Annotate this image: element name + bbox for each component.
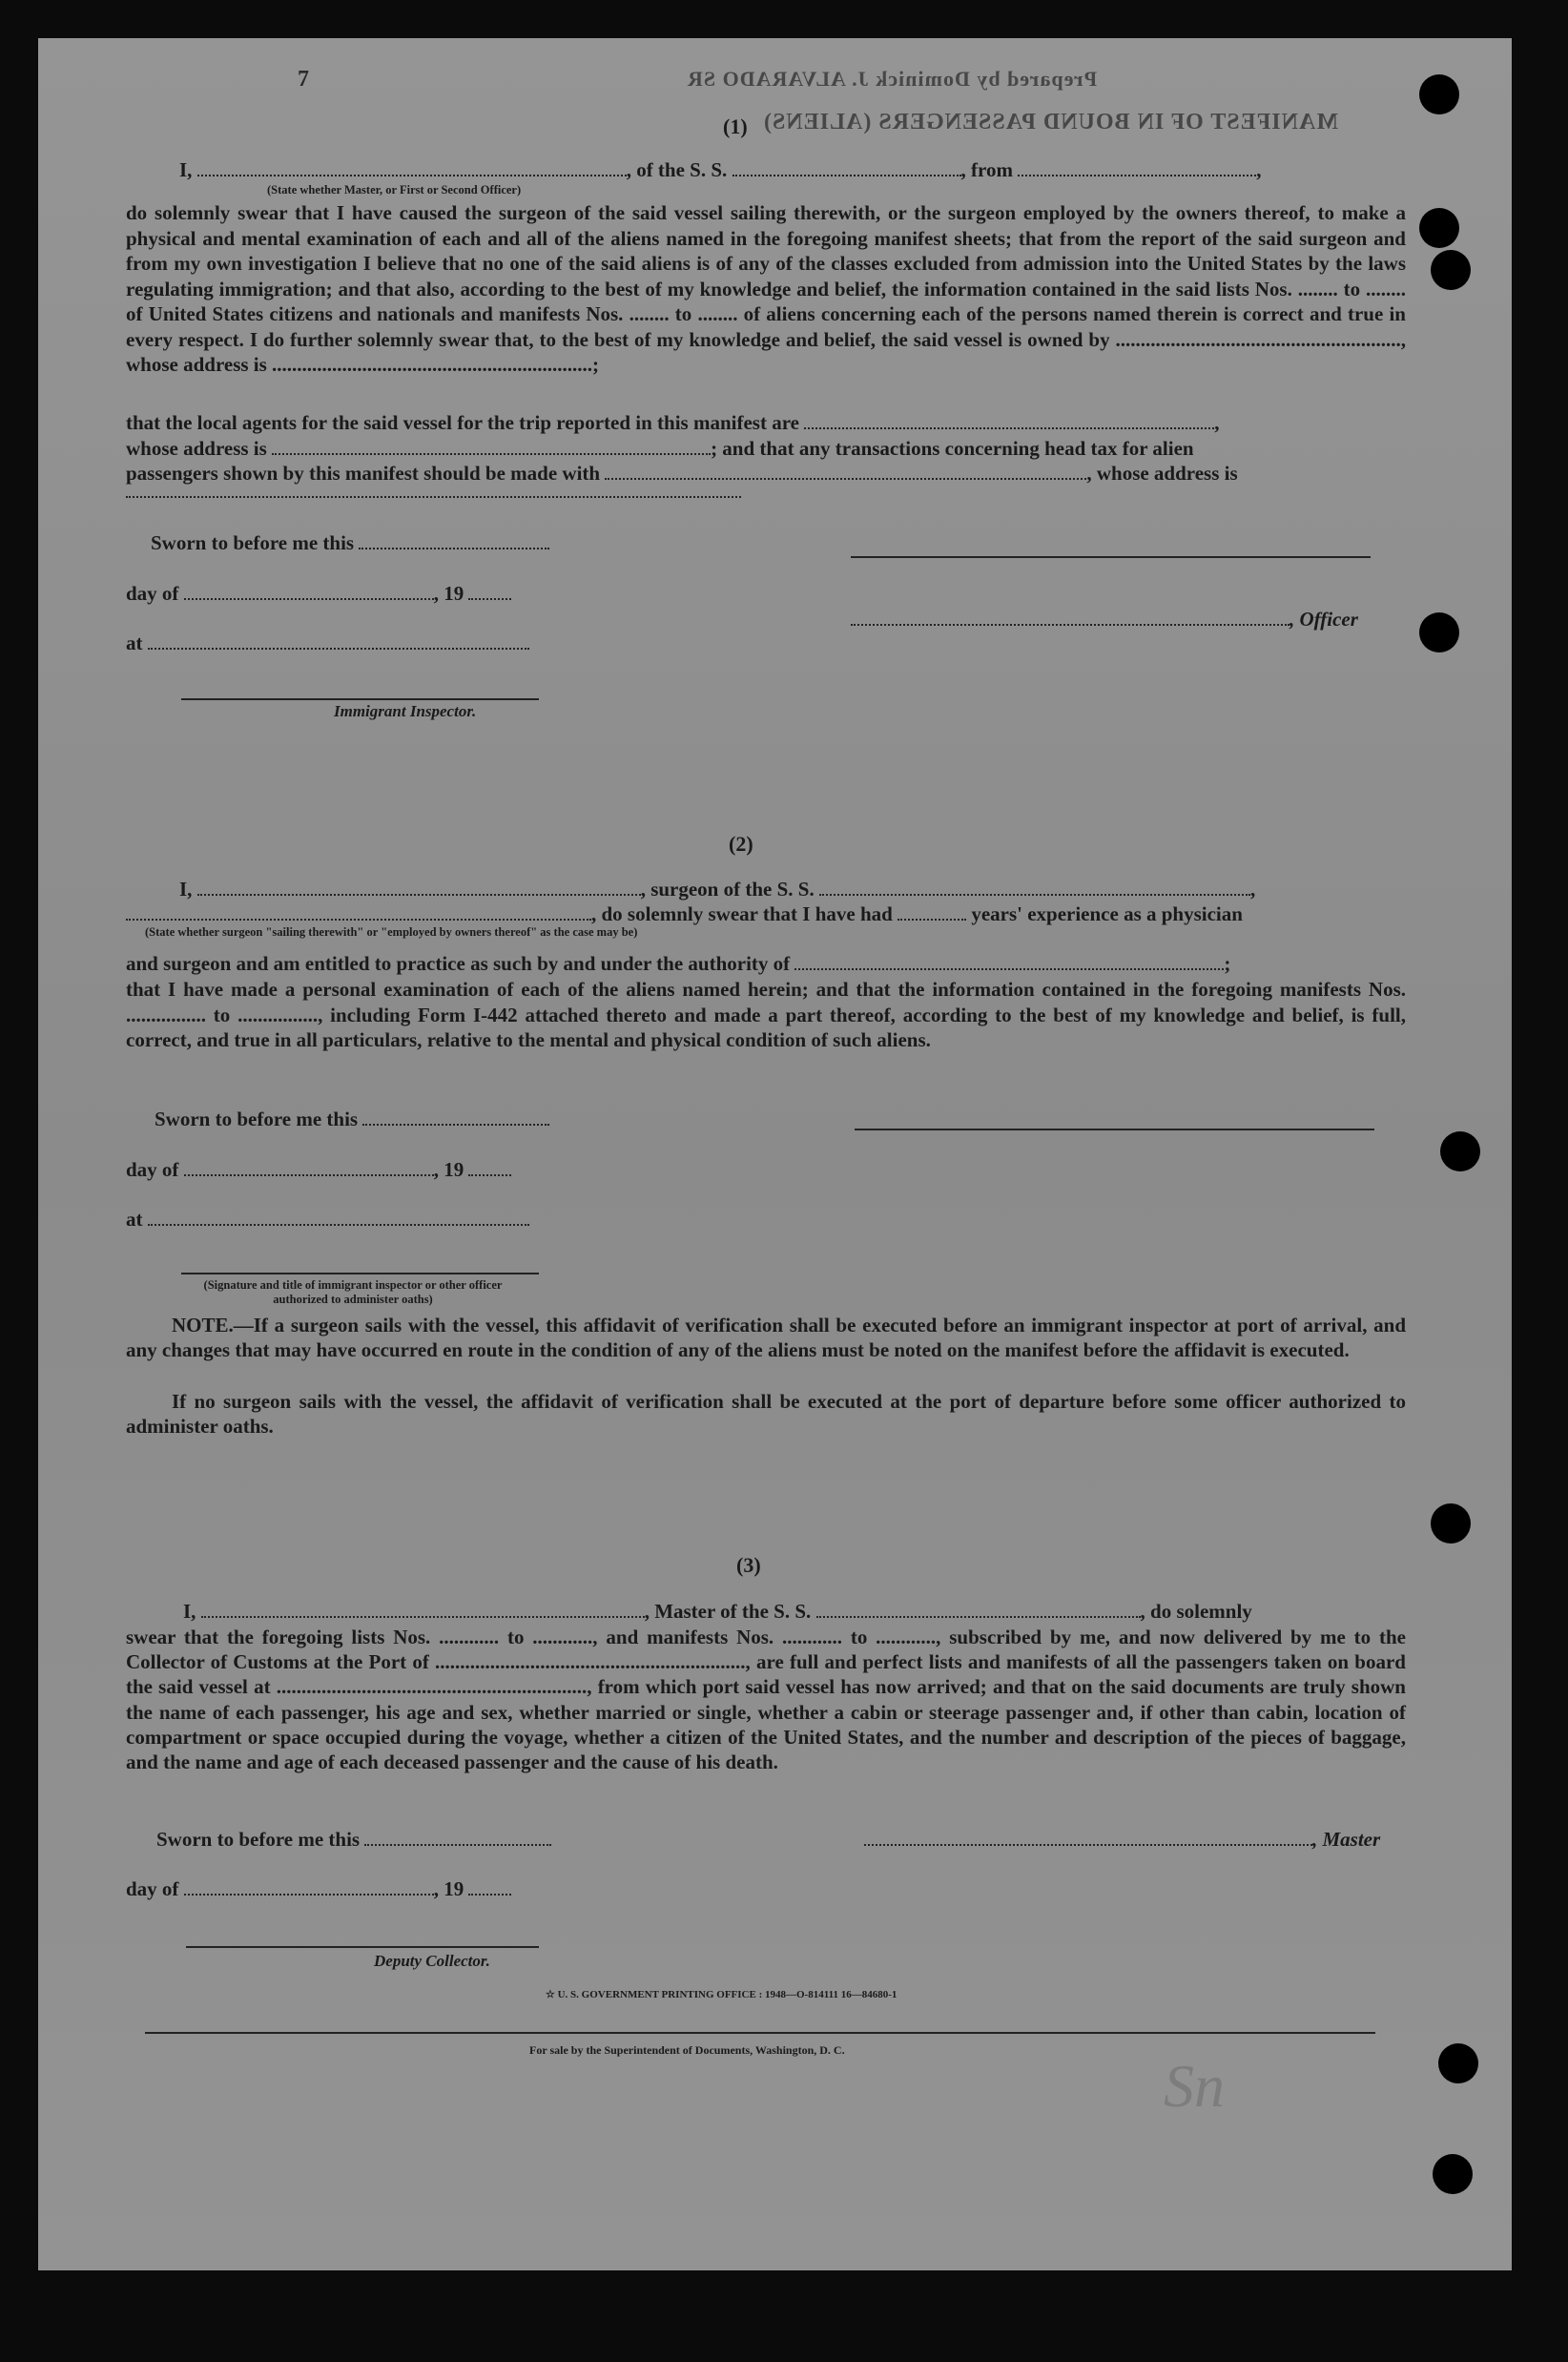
- punch-hole: [1419, 74, 1459, 114]
- punch-hole: [1433, 2154, 1473, 2194]
- mirrored-header-title: MANIFEST OF IN BOUND PASSENGERS (ALIENS): [763, 110, 1338, 135]
- page-number: 7: [298, 67, 309, 92]
- section-3-number: (3): [736, 1553, 761, 1577]
- day-field[interactable]: [184, 583, 434, 600]
- surgeon-status-field[interactable]: [126, 903, 591, 921]
- from-port-field[interactable]: [1018, 159, 1256, 176]
- vessel-name-field[interactable]: [732, 159, 961, 176]
- inspector-signature-line: [181, 698, 539, 700]
- master-vessel-field[interactable]: [816, 1601, 1141, 1618]
- punch-hole: [1419, 612, 1459, 653]
- officer-field[interactable]: [851, 609, 1289, 626]
- authority-field[interactable]: [794, 953, 1224, 970]
- section-2-line-2: , do solemnly swear that I have had years' experience as a physician: [126, 902, 1243, 926]
- sworn-row-3: Sworn to before me this: [156, 1828, 551, 1852]
- day-row-2: day of , 19: [126, 1158, 511, 1182]
- sworn-row-1: Sworn to before me this: [151, 531, 549, 555]
- caption-master: (State whether Master, or First or Second Officer): [267, 183, 522, 197]
- sworn-date-field-3[interactable]: [364, 1829, 551, 1846]
- agents-field[interactable]: [804, 412, 1214, 429]
- officer-row: , Officer: [851, 608, 1358, 632]
- day-field-2[interactable]: [184, 1159, 434, 1176]
- inspector-caption: Immigrant Inspector.: [334, 702, 477, 720]
- form-page: [38, 38, 1512, 2270]
- note-surgeon-sails: NOTE.—If a surgeon sails with the vessel, this affidavit of verification shall be executed before an immigrant inspector at port of arrival, and any changes that may have occurred en route in the condition of any of the aliens must be noted on the manifest before the affidavit is executed.: [126, 1314, 1406, 1361]
- agents-address-field[interactable]: [272, 438, 711, 455]
- section-3-paragraph: swear that the foregoing lists Nos. ............ to ............, and manifests Nos. ............ to ............, subscribed by me, and now delivered by me to the Collector of Customs at the Port of .............................................................., are full and perfect lists and manifests of all the passengers taken on board the said vessel at .............................................................., from which port said vessel has now arrived; and that on the said documents are truly shown the name of each passenger, his age and sex, whether married or single, whether a cabin or steerage passenger and, if other than cabin, location of compartment or space occupied during the voyage, whether a citizen of the United States, and the number and description of the pieces of baggage, and the name and age of each deceased passenger and the cause of his death.: [126, 1626, 1406, 1774]
- for-sale-line: For sale by the Superintendent of Documents, Washington, D. C.: [529, 2043, 845, 2057]
- punch-hole: [1431, 250, 1471, 290]
- surgeon-vessel-field[interactable]: [819, 879, 1250, 896]
- sworn-date-field[interactable]: [359, 532, 549, 549]
- day-row-1: day of , 19: [126, 582, 511, 606]
- master-field[interactable]: [197, 159, 627, 176]
- officer-signature-line: [851, 556, 1371, 558]
- sworn-date-field-2[interactable]: [362, 1108, 549, 1126]
- surgeon-signature-line: [855, 1129, 1374, 1130]
- year-field[interactable]: [468, 583, 511, 600]
- footer-rule: [145, 2032, 1375, 2034]
- section-1-number: (1): [723, 114, 748, 138]
- caption-surgeon: (State whether surgeon "sailing therewith" or "employed by owners thereof" as the case may be): [145, 925, 638, 939]
- at-row-2: at: [126, 1208, 529, 1232]
- day-row-3: day of , 19: [126, 1877, 511, 1901]
- day-field-3[interactable]: [184, 1878, 434, 1896]
- section-2-number: (2): [729, 832, 753, 856]
- oath-officer-signature-line: [181, 1273, 539, 1274]
- section-1-paragraph: do solemnly swear that I have caused the surgeon of the said vessel sailing therewith, or the surgeon employed by the owners thereof, to make a physical and mental examination of each and all of the aliens named in the foregoing manifest sheets; that from the report of the said surgeon and from my own investigation I believe that no one of the said aliens is of any of the classes excluded from admission into the United States by the laws regulating immigration; and that also, according to the best of my knowledge and belief, the information contained in the said lists Nos. ........ to ........ of United States citizens and nationals and manifests Nos. ........ to ........ of aliens concerning each of the persons named therein is correct and true in every respect. I do further solemnly swear that, to the best of my knowledge and belief, the said vessel is owned by ........................................................., whose address is ................................................................;: [126, 201, 1406, 376]
- at-place-field-2[interactable]: [148, 1209, 529, 1226]
- master-signature-row: , Master: [864, 1828, 1380, 1852]
- at-place-field[interactable]: [148, 632, 529, 650]
- agents-line: that the local agents for the said vessel for the trip reported in this manifest are ,: [126, 411, 1220, 434]
- surgeon-name-field[interactable]: [197, 879, 641, 896]
- authority-line: and surgeon and am entitled to practice as such by and under the authority of ;: [126, 952, 1231, 975]
- punch-hole: [1440, 1131, 1480, 1171]
- passengers-line: passengers shown by this manifest should be made with , whose address is: [126, 462, 1238, 485]
- continuation-line: [126, 496, 741, 498]
- punch-hole: [1431, 1503, 1471, 1544]
- master-name-field[interactable]: [201, 1601, 645, 1618]
- year-field-2[interactable]: [468, 1159, 511, 1176]
- printing-office-line: ☆ U. S. GOVERNMENT PRINTING OFFICE : 1948—O-814111 16—84680-1: [546, 1989, 897, 2000]
- at-row-1: at: [126, 632, 529, 655]
- collector-signature-line: [186, 1946, 539, 1948]
- faint-handwritten-mark: Sn: [1164, 2052, 1225, 2120]
- sworn-row-2: Sworn to before me this: [155, 1108, 549, 1131]
- punch-hole: [1438, 2043, 1478, 2083]
- section-2-paragraph: that I have made a personal examination of each of the aliens named herein; and that the information contained in the foregoing manifests Nos. ................ to ................, including Form I-442 attached thereto and made a part thereof, according to the best of my knowledge and belief, is full, correct, and true in all particulars, relative to the mental and physical condition of such aliens.: [126, 978, 1406, 1051]
- punch-hole: [1419, 208, 1459, 248]
- collector-caption: Deputy Collector.: [374, 1952, 490, 1970]
- note-no-surgeon: If no surgeon sails with the vessel, the affidavit of verification shall be executed at the port of departure before some officer authorized to administer oaths.: [126, 1390, 1406, 1438]
- oath-officer-caption: (Signature and title of immigrant inspector or other officer authorized to administer oaths): [203, 1278, 503, 1306]
- years-field[interactable]: [897, 903, 966, 921]
- mirrored-header-preparer: Prepared by Dominick J. ALVARADO SR: [687, 67, 1098, 91]
- section-2-line-1: I, , surgeon of the S. S. ,: [179, 878, 1256, 901]
- section-3-line-1: I, , Master of the S. S. , do solemnly: [183, 1600, 1252, 1623]
- address-line: whose address is ; and that any transactions concerning head tax for alien: [126, 437, 1194, 460]
- head-tax-field[interactable]: [605, 463, 1086, 480]
- year-field-3[interactable]: [468, 1878, 511, 1896]
- master-signature-field[interactable]: [864, 1829, 1312, 1846]
- section-1-line-1: I, , of the S. S. , from ,: [179, 158, 1262, 181]
